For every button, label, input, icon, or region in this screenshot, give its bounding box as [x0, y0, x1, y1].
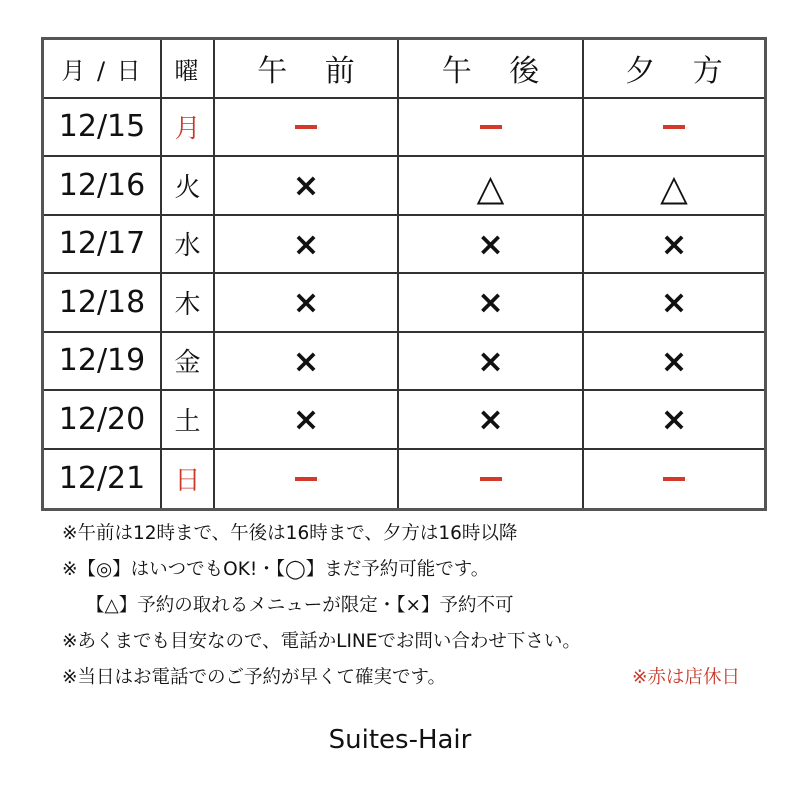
closed-dash-mark	[295, 125, 317, 129]
date-cell: 12/20	[44, 391, 162, 450]
unavailable-mark: ×	[292, 166, 320, 205]
afternoon-slot-cell	[399, 216, 584, 275]
evening-slot-cell	[584, 450, 764, 509]
note-hours: ※午前は12時まで、午後は16時まで、夕方は16時以降	[62, 523, 518, 544]
morning-slot-cell	[215, 274, 399, 333]
unavailable-mark: ×	[660, 341, 688, 380]
day-of-week-cell: 土	[162, 391, 215, 450]
morning-slot-cell	[215, 333, 399, 392]
limited-mark: △	[476, 168, 505, 210]
morning-slot-cell	[215, 216, 399, 275]
unavailable-mark: ×	[292, 400, 320, 439]
closed-dash-mark	[663, 477, 685, 481]
unavailable-mark: ×	[477, 283, 504, 322]
note-same-day	[62, 660, 762, 696]
morning-slot-cell	[215, 391, 399, 450]
date-cell: 12/16	[44, 157, 162, 216]
schedule-table	[41, 37, 767, 511]
note-closed-days: ※赤は店休日	[631, 667, 740, 688]
date-cell: 12/15	[44, 99, 162, 158]
notes	[62, 516, 762, 696]
afternoon-slot-cell	[399, 391, 584, 450]
unavailable-mark: ×	[292, 341, 320, 380]
unavailable-mark: ×	[292, 283, 320, 322]
header-afternoon: 午 後	[399, 40, 584, 99]
header-morning: 午 前	[215, 40, 399, 99]
afternoon-slot-cell	[399, 157, 584, 216]
evening-slot-cell	[584, 333, 764, 392]
unavailable-mark: ×	[660, 224, 688, 263]
unavailable-mark: ×	[477, 341, 504, 380]
unavailable-mark: ×	[477, 400, 504, 439]
limited-mark: △	[660, 168, 688, 210]
header-day-of-week: 曜	[162, 40, 215, 99]
brand-name: Suites-Hair	[328, 725, 472, 755]
unavailable-mark: ×	[477, 224, 504, 263]
header-date: 月 / 日	[44, 40, 162, 99]
unavailable-mark: ×	[660, 400, 688, 439]
morning-slot-cell	[215, 157, 399, 216]
closed-dash-mark	[480, 477, 502, 481]
unavailable-mark: ×	[660, 283, 688, 322]
afternoon-slot-cell	[399, 450, 584, 509]
evening-slot-cell	[584, 216, 764, 275]
date-cell: 12/17	[44, 216, 162, 275]
unavailable-mark: ×	[292, 224, 320, 263]
day-of-week-cell: 火	[162, 157, 215, 216]
note-legend-limited: 【△】予約の取れるメニューが限定・【×】予約不可	[86, 595, 514, 616]
morning-slot-cell	[215, 99, 399, 158]
day-of-week-cell: 金	[162, 333, 215, 392]
evening-slot-cell	[584, 391, 764, 450]
evening-slot-cell	[584, 99, 764, 158]
closed-dash-mark	[295, 477, 317, 481]
day-of-week-cell: 日	[162, 450, 215, 509]
evening-slot-cell	[584, 274, 764, 333]
day-of-week-cell: 木	[162, 274, 215, 333]
date-cell: 12/18	[44, 274, 162, 333]
day-of-week-cell: 水	[162, 216, 215, 275]
closed-dash-mark	[480, 125, 502, 129]
afternoon-slot-cell	[399, 333, 584, 392]
afternoon-slot-cell	[399, 274, 584, 333]
evening-slot-cell	[584, 157, 764, 216]
header-evening: 夕 方	[584, 40, 764, 99]
note-contact: ※あくまでも目安なので、電話かLINEでお問い合わせ下さい。	[62, 631, 581, 652]
afternoon-slot-cell	[399, 99, 584, 158]
day-of-week-cell: 月	[162, 99, 215, 158]
morning-slot-cell	[215, 450, 399, 509]
note-legend-ok: ※【◎】はいつでもOK!・【◯】まだ予約可能です。	[62, 559, 490, 580]
closed-dash-mark	[663, 125, 685, 129]
note-same-day-text: ※当日はお電話でのご予約が早くて確実です。	[62, 667, 447, 688]
date-cell: 12/21	[44, 450, 162, 509]
date-cell: 12/19	[44, 333, 162, 392]
